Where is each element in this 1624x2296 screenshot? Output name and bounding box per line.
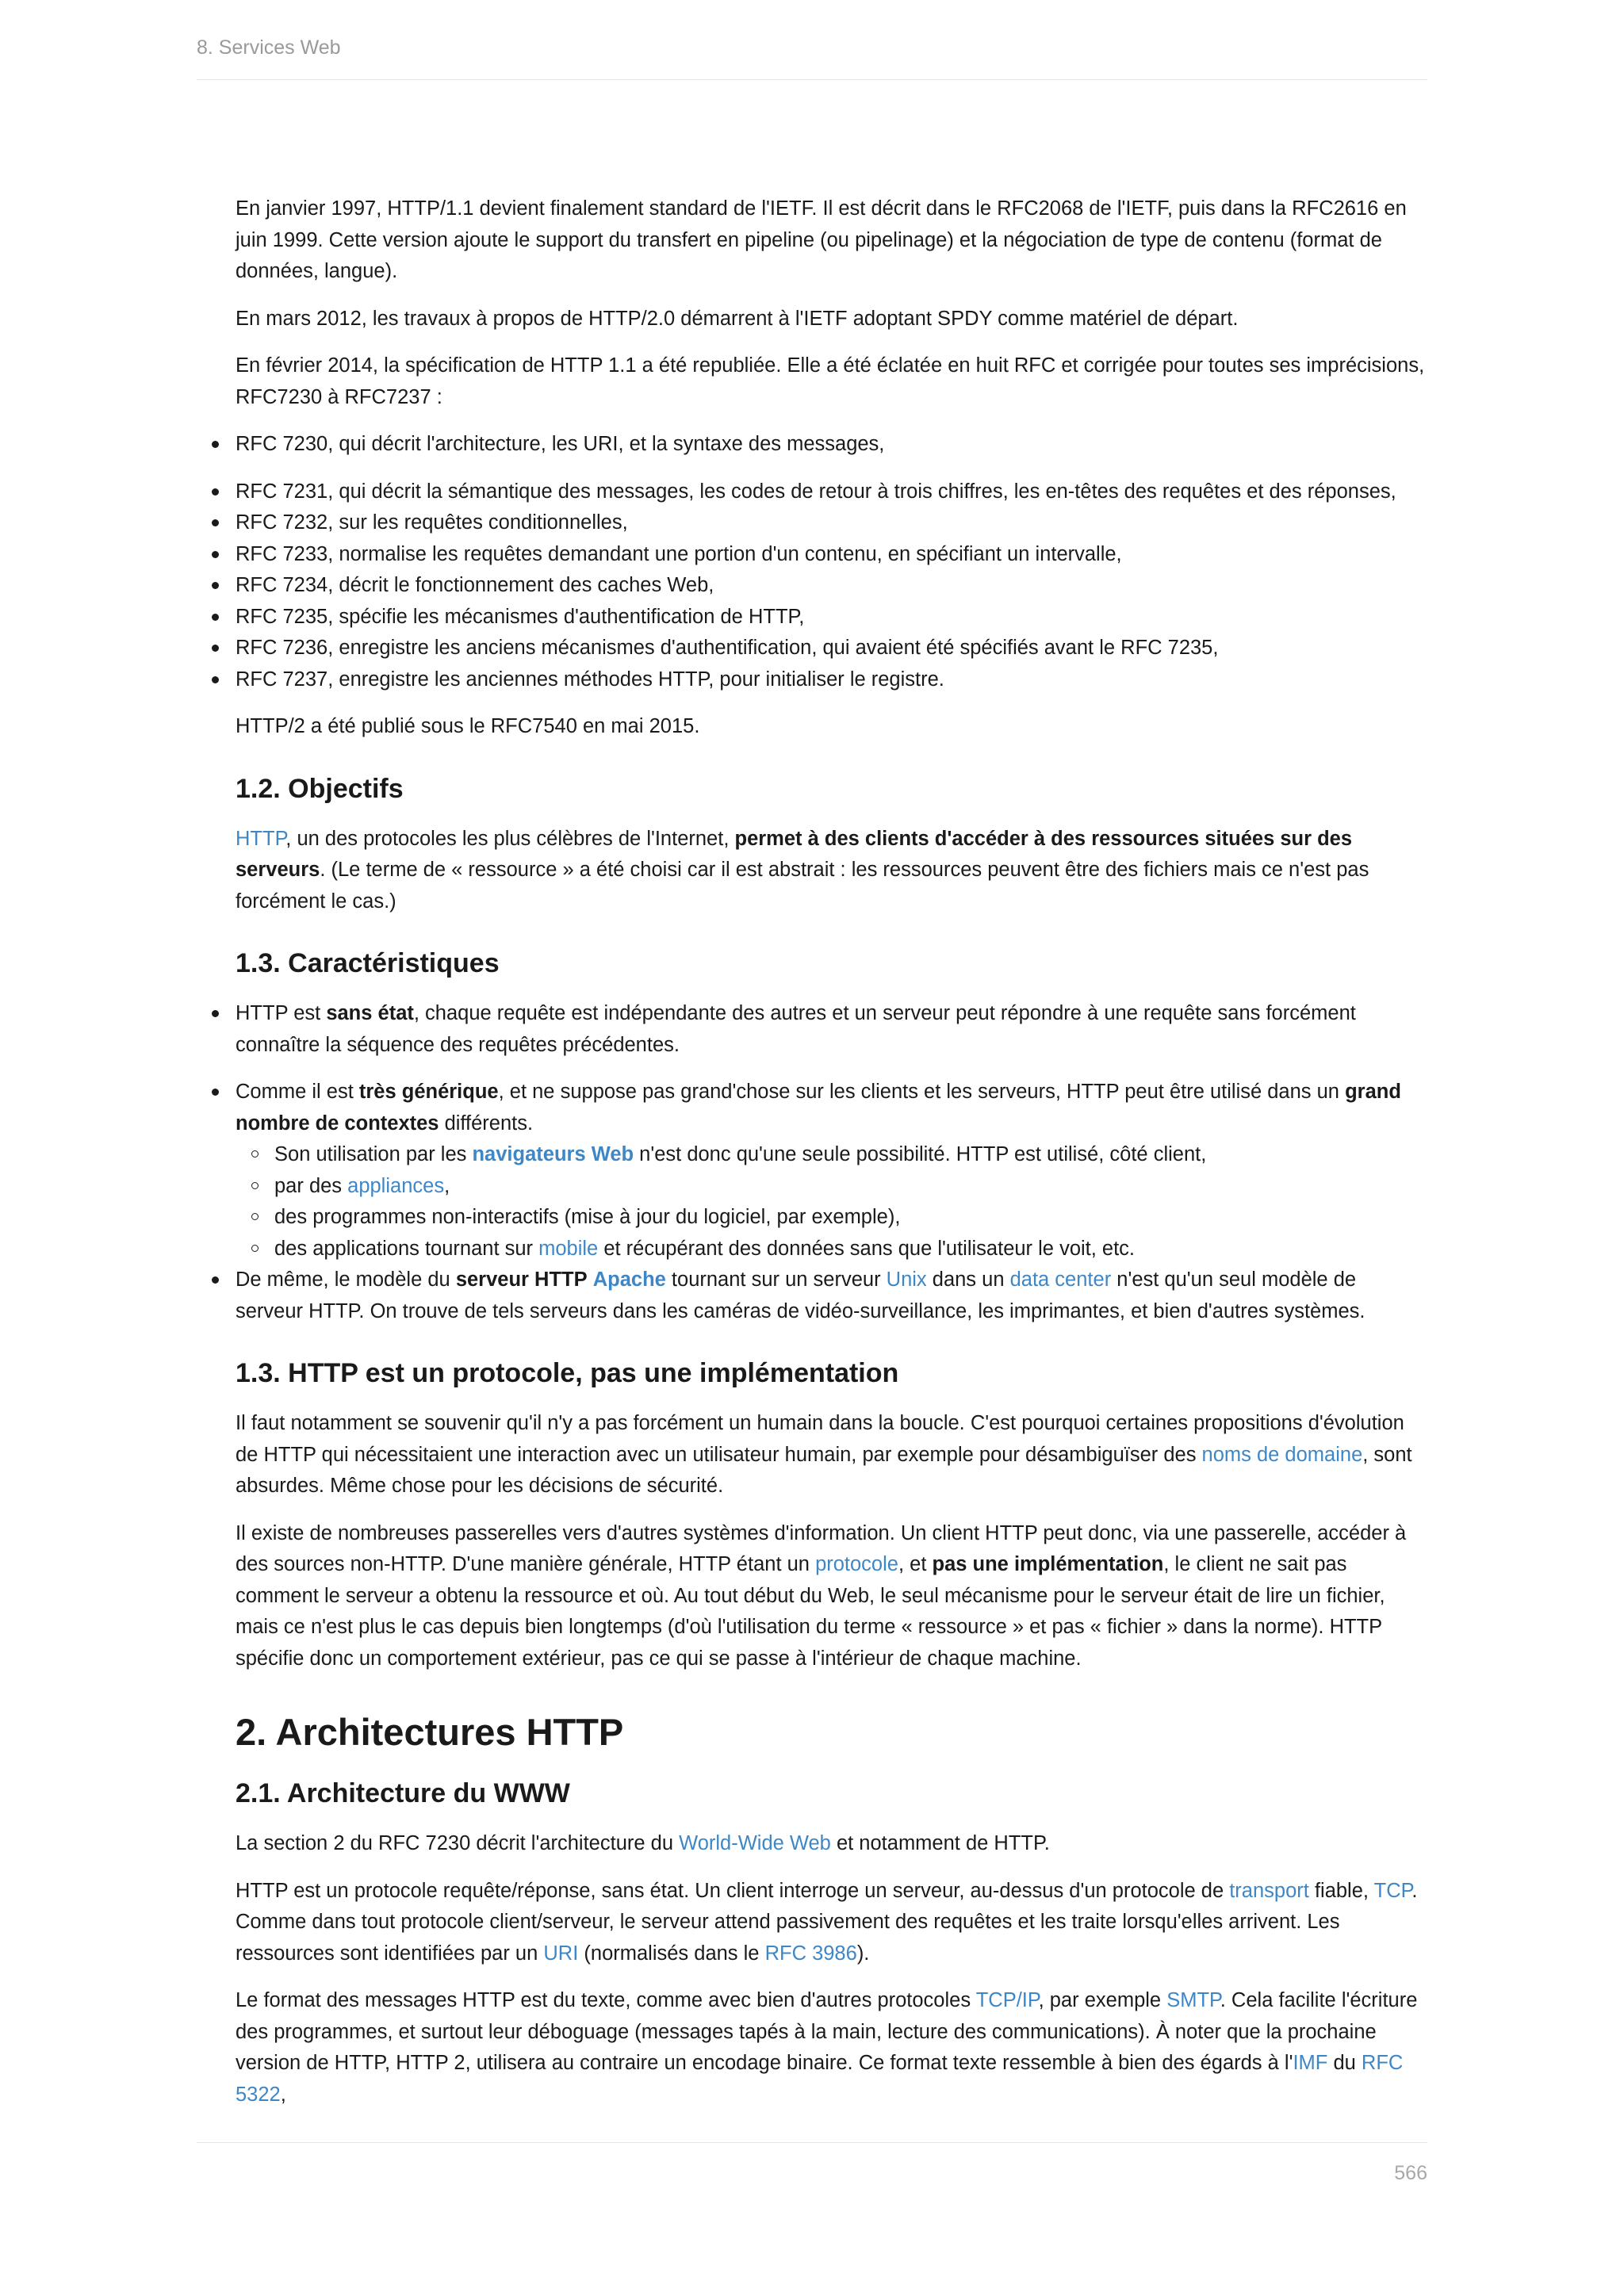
- heading-caracteristiques: 1.3. Caractéristiques: [236, 948, 500, 978]
- list-item: des applications tournant sur mobile et récupérant des données sans que l'utilisateur le voit, etc.: [274, 1234, 1429, 1265]
- paragraph-http2-published: HTTP/2 a été publié sous le RFC7540 en mai 2015.: [236, 715, 700, 737]
- list-item: RFC 7230, qui décrit l'architecture, les URI, et la syntaxe des messages,: [236, 429, 1429, 461]
- link-tcp-ip[interactable]: TCP/IP: [975, 1989, 1039, 2011]
- link-mobile[interactable]: mobile: [538, 1237, 599, 1260]
- link-protocole[interactable]: protocole: [815, 1553, 898, 1575]
- paragraph-http11-history: En janvier 1997, HTTP/1.1 devient finalement standard de l'IETF. Il est décrit dans le RFC2068 de l'IETF, puis dans la RFC2616 en juin 1999. Cette version ajoute le support du transfert en pipeline (ou pipelinage) et la négociation de type de contenu (format de données, langue).: [236, 197, 1407, 282]
- page-content: [236, 193, 1429, 2126]
- paragraph-request-response: HTTP est un protocole requête/réponse, sans état. Un client interroge un serveur, au-dessus d'un protocole de transport fiable, TCP. Comme dans tout protocole client/serveur, le serveur attend passivement des requêtes et les traite lorsqu'elles arrivent. Les ressources sont identifiées par un URI (normalisés dans le RFC 3986).: [236, 1879, 1418, 1965]
- link-transport[interactable]: transport: [1229, 1879, 1309, 1902]
- usage-sublist: [236, 1139, 1429, 1265]
- rfc-list: [236, 429, 1429, 695]
- link-appliances[interactable]: appliances: [347, 1174, 445, 1197]
- link-noms-de-domaine[interactable]: noms de domaine: [1201, 1443, 1363, 1466]
- paragraph-rfc7230-section2: La section 2 du RFC 7230 décrit l'architecture du World-Wide Web et notamment de HTTP.: [236, 1832, 1050, 1854]
- list-item: par des appliances,: [274, 1171, 1429, 1203]
- paragraph-text-format: Le format des messages HTTP est du texte, comme avec bien d'autres protocoles TCP/IP, par exemple SMTP. Cela facilite l'écriture des programmes, et surtout leur déboguage (messages tapés à la main, lecture des communications). À noter que la prochaine version de HTTP, HTTP 2, utilisera au contraire un encodage binaire. Ce format texte ressemble à bien des égards à l'IMF du RFC 5322,: [236, 1989, 1418, 2106]
- heading-architecture-www: 2.1. Architecture du WWW: [236, 1778, 570, 1808]
- link-world-wide-web[interactable]: World-Wide Web: [679, 1832, 831, 1854]
- list-item: Son utilisation par les navigateurs Web n'est donc qu'une seule possibilité. HTTP est utilisé, côté client,: [274, 1139, 1429, 1171]
- paragraph-objectifs: HTTP, un des protocoles les plus célèbres de l'Internet, permet à des clients d'accéder à des ressources situées sur des serveurs. (Le terme de « ressource » a été choisi car il est abstrait : les ressources peuvent être des fichiers mais ce n'est pas forcément le cas.): [236, 827, 1369, 913]
- list-item: RFC 7234, décrit le fonctionnement des caches Web,: [236, 570, 1429, 602]
- list-item: RFC 7237, enregistre les anciennes méthodes HTTP, pour initialiser le registre.: [236, 664, 1429, 696]
- link-imf[interactable]: IMF: [1293, 2052, 1328, 2074]
- list-item: RFC 7233, normalise les requêtes demandant une portion d'un contenu, en spécifiant un intervalle,: [236, 539, 1429, 571]
- paragraph-rfc-republished: En février 2014, la spécification de HTTP 1.1 a été republiée. Elle a été éclatée en huit RFC et corrigée pour toutes ses imprécisions, RFC7230 à RFC7237 :: [236, 354, 1425, 408]
- link-uri[interactable]: URI: [543, 1942, 579, 1965]
- running-header: 8. Services Web: [197, 36, 341, 59]
- list-item: RFC 7236, enregistre les anciens mécanismes d'authentification, qui avaient été spécifiés avant le RFC 7235,: [236, 633, 1429, 664]
- link-rfc-5322[interactable]: RFC 5322: [236, 2052, 1404, 2106]
- paragraph-gateways: Il existe de nombreuses passerelles vers d'autres systèmes d'information. Un client HTTP peut donc, via une passerelle, accéder à des sources non-HTTP. D'une manière générale, HTTP étant un protocole, et pas une implémentation, le client ne sait pas comment le serveur a obtenu la ressource et où. Au tout début du Web, le seul mécanisme pour le serveur était de lire un fichier, mais ce n'est plus le cas depuis bien longtemps (d'où l'utilisation du terme « ressource » et pas « fichier » dans la norme). HTTP spécifie donc un comportement extérieur, pas ce qui se passe à l'intérieur de chaque machine.: [236, 1521, 1407, 1670]
- page-number: 566: [1394, 2162, 1427, 2184]
- list-item: des programmes non-interactifs (mise à jour du logiciel, par exemple),: [274, 1202, 1429, 1234]
- list-item: HTTP est sans état, chaque requête est indépendante des autres et un serveur peut répondre à une requête sans forcément connaître la séquence des requêtes précédentes.: [236, 998, 1429, 1061]
- heading-protocole: 1.3. HTTP est un protocole, pas une implémentation: [236, 1358, 899, 1388]
- link-navigateurs-web[interactable]: navigateurs Web: [472, 1143, 634, 1165]
- link-http[interactable]: HTTP: [236, 827, 286, 850]
- caracteristiques-list: [236, 998, 1429, 1327]
- list-item: Comme il est très générique, et ne suppose pas grand'chose sur les clients et les serveurs, HTTP peut être utilisé dans un grand nombre de contextes différents. Son utilisation par les navigateurs Web n'est donc qu'une seule possibilité. HTTP est utilisé, côté client, par des appliances, des programmes non-interactifs (mise à jour du logiciel, par exemple), des applications tournant sur mobile et récupérant des données sans que l'utilisateur le voit, etc.: [236, 1077, 1429, 1265]
- link-data-center[interactable]: data center: [1009, 1269, 1112, 1291]
- paragraph-human-in-loop: Il faut notamment se souvenir qu'il n'y a pas forcément un humain dans la boucle. C'est pourquoi certaines propositions d'évolution de HTTP qui nécessitaient une interaction avec un utilisateur humain, par exemple pour désambiguïser des noms de domaine, sont absurdes. Même chose pour les décisions de sécurité.: [236, 1412, 1412, 1497]
- footer-divider: [197, 2142, 1427, 2143]
- heading-architectures-http: 2. Architectures HTTP: [236, 1711, 624, 1753]
- header-divider: [197, 79, 1427, 80]
- heading-objectifs: 1.2. Objectifs: [236, 773, 404, 804]
- paragraph-http2-start: En mars 2012, les travaux à propos de HTTP/2.0 démarrent à l'IETF adoptant SPDY comme matériel de départ.: [236, 307, 1239, 330]
- list-item: RFC 7235, spécifie les mécanismes d'authentification de HTTP,: [236, 602, 1429, 633]
- link-unix[interactable]: Unix: [886, 1269, 927, 1291]
- list-item: RFC 7231, qui décrit la sémantique des messages, les codes de retour à trois chiffres, les en-têtes des requêtes et des réponses,: [236, 476, 1429, 508]
- link-apache[interactable]: Apache: [592, 1269, 666, 1291]
- list-item: De même, le modèle du serveur HTTP Apache tournant sur un serveur Unix dans un data center n'est qu'un seul modèle de serveur HTTP. On trouve de tels serveurs dans les caméras de vidéo-surveillance, les imprimantes, et bien d'autres systèmes.: [236, 1265, 1429, 1327]
- link-smtp[interactable]: SMTP: [1166, 1989, 1220, 2011]
- link-tcp[interactable]: TCP: [1373, 1879, 1412, 1902]
- link-rfc-3986[interactable]: RFC 3986: [764, 1942, 857, 1965]
- list-item: RFC 7232, sur les requêtes conditionnelles,: [236, 507, 1429, 539]
